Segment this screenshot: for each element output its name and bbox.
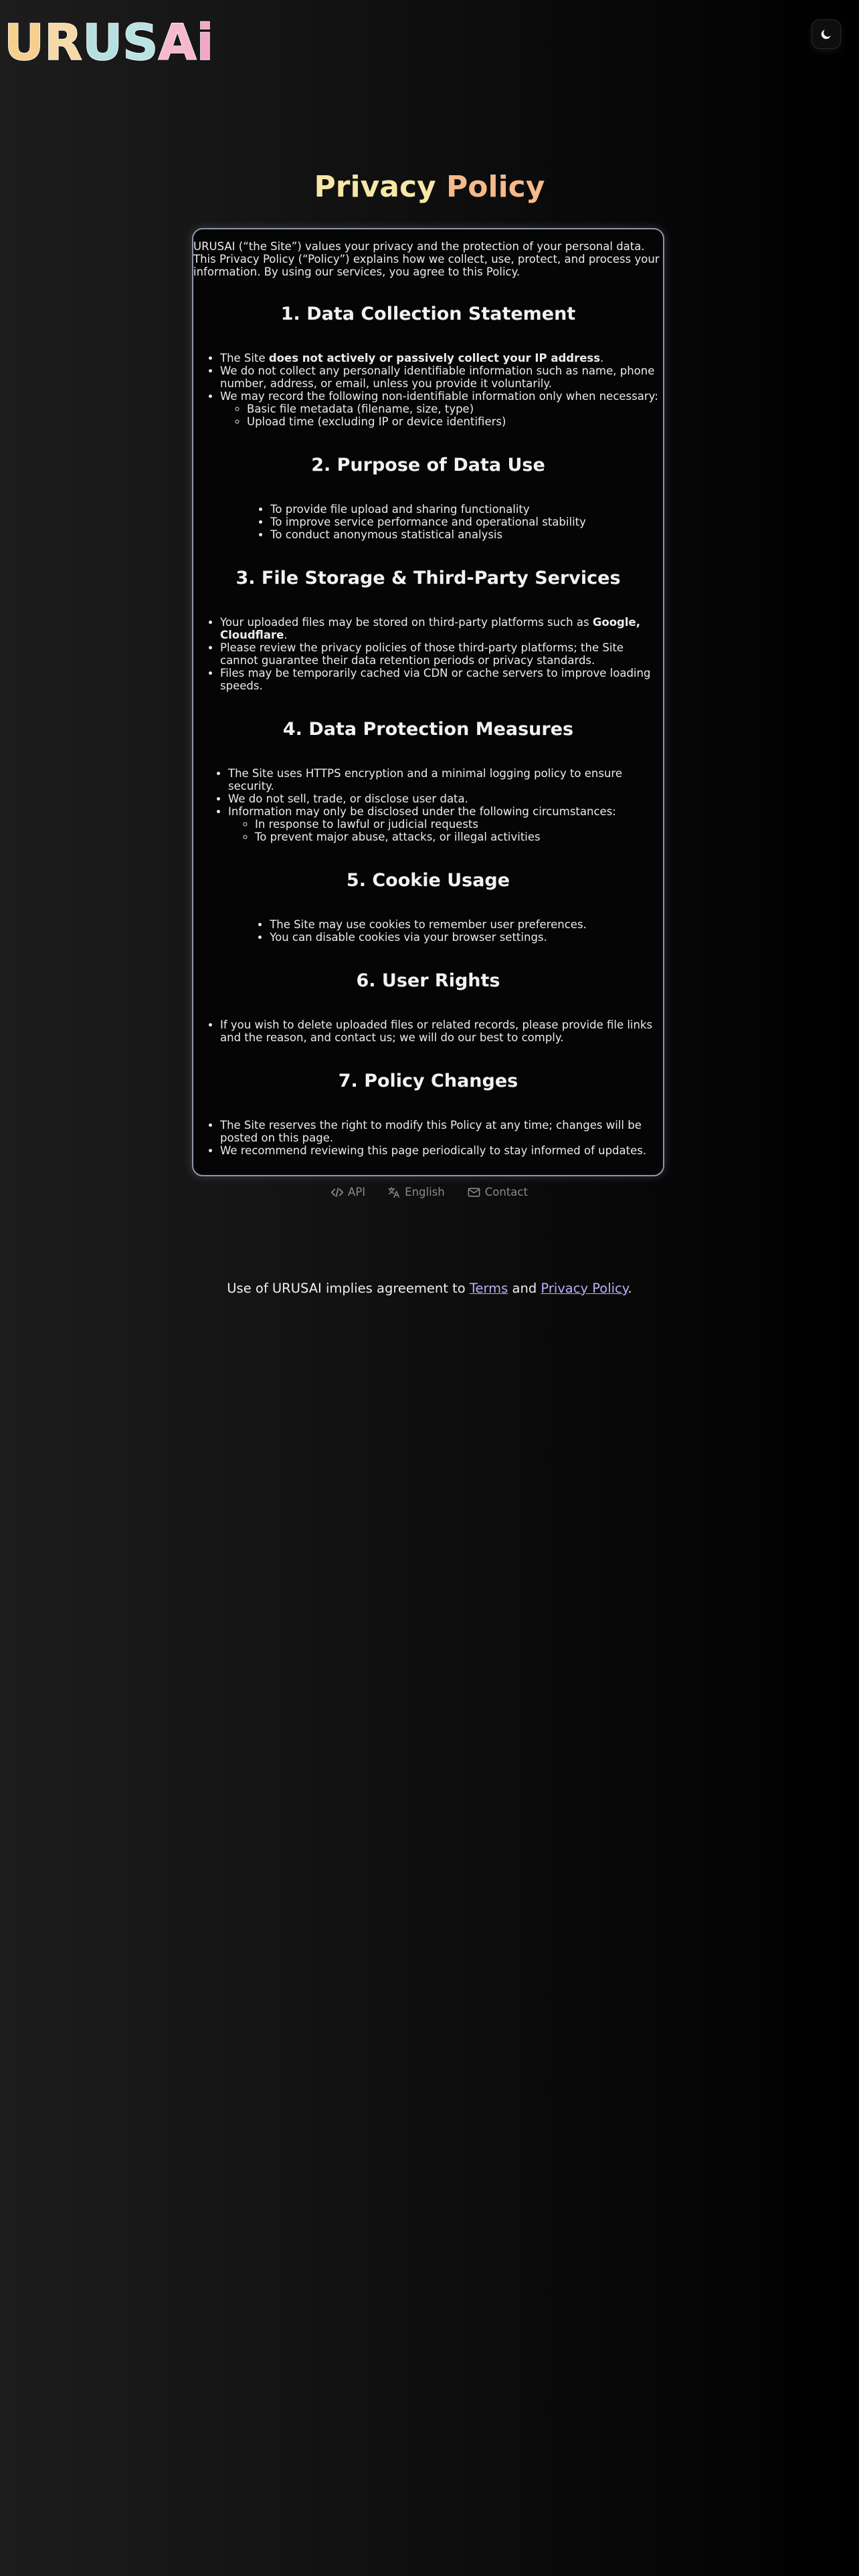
user-rights-list: [193, 1018, 663, 1044]
section-heading-protection: 4. Data Protection Measures: [282, 719, 574, 740]
list-item-text: We may record the following non-identifiable information only when necessary:: [220, 390, 658, 403]
list-item: • To provide file upload and sharing functionality: [270, 503, 586, 516]
list-item-text: Information may only be disclosed under the following circumstances:: [228, 805, 616, 818]
list-item-text: The Site: [220, 352, 269, 364]
cookie-list-wrapper: [193, 918, 663, 944]
list-item: • To conduct anonymous statistical analysis: [270, 528, 586, 541]
list-item-text: .: [600, 352, 604, 364]
language-label: English: [405, 1186, 445, 1198]
logo-letter: U: [82, 14, 123, 72]
terms-link[interactable]: Terms: [469, 1281, 508, 1296]
list-item: [228, 805, 663, 843]
translate-icon: [388, 1187, 400, 1198]
sub-list: [228, 818, 663, 843]
section-heading-user-rights: 6. User Rights: [356, 970, 500, 991]
theme-toggle-button[interactable]: [812, 19, 841, 49]
sub-list-item: ◦ To prevent major abuse, attacks, or illegal activities: [255, 831, 663, 843]
section-heading-storage: 3. File Storage & Third-Party Services: [235, 568, 621, 588]
logo-letter: R: [44, 14, 83, 72]
list-item: • We recommend reviewing this page periodically to stay informed of updates.: [220, 1144, 663, 1157]
list-item-emphasis: Google, Cloudflare: [220, 616, 640, 641]
policy-intro: URUSAI (“the Site”) values your privacy and the protection of your personal data. This Privacy Policy (“Policy”) explains how we collect, use, protect, and process your information. By using our services, you agree to this Policy.: [193, 240, 660, 278]
contact-link-label: Contact: [484, 1186, 528, 1198]
storage-list: [193, 616, 663, 692]
list-item-text: Your uploaded files may be stored on third-party platforms such as: [220, 616, 593, 629]
logo-letter: S: [122, 14, 159, 72]
agreement-text: .: [628, 1281, 632, 1296]
page-title-part-2: Policy: [446, 170, 545, 204]
sub-list-item: ◦ In response to lawful or judicial requests: [255, 818, 663, 831]
cookie-list: [270, 918, 587, 944]
moon-icon: [820, 27, 833, 41]
section-heading-policy-changes: 7. Policy Changes: [338, 1071, 518, 1091]
logo-letter: i: [196, 14, 214, 72]
section-heading-purpose: 2. Purpose of Data Use: [311, 455, 545, 475]
agreement-text: Use of URUSAI implies agreement to: [227, 1281, 470, 1296]
list-item: • We do not collect any personally identifiable information such as name, phone number, address, or email, unless you provide it voluntarily.: [220, 364, 663, 390]
list-item: • The Site reserves the right to modify this Policy at any time; changes will be posted on this page.: [220, 1119, 663, 1144]
list-item: • Please review the privacy policies of those third-party platforms; the Site cannot guarantee their data retention periods or privacy standards.: [220, 641, 663, 667]
sub-list-item: ◦ Basic file metadata (filename, size, type): [247, 403, 663, 415]
site-logo[interactable]: [4, 16, 213, 70]
list-item-emphasis: does not actively or passively collect your IP address: [268, 352, 601, 364]
list-item: • We do not sell, trade, or disclose user data.: [228, 792, 663, 805]
api-link[interactable]: [331, 1185, 365, 1200]
contact-link[interactable]: [468, 1185, 528, 1200]
list-item: [220, 616, 663, 641]
data-collection-list: [193, 352, 663, 428]
list-item: [220, 390, 663, 428]
policy-card: [192, 228, 664, 1176]
logo-letter: U: [4, 14, 45, 72]
list-item: • You can disable cookies via your browser settings.: [270, 931, 587, 944]
footer-links: [0, 1185, 859, 1200]
purpose-list-wrapper: [193, 503, 663, 541]
api-link-label: API: [348, 1186, 366, 1198]
agreement-notice: [0, 1280, 859, 1297]
mail-icon: [468, 1188, 480, 1197]
list-item: • If you wish to delete uploaded files or related records, please provide file links and the reason, and contact us; we will do our best to comply.: [220, 1018, 663, 1044]
section-heading-data-collection: 1. Data Collection Statement: [280, 304, 576, 324]
list-item-text: .: [284, 629, 288, 641]
list-item: • To improve service performance and operational stability: [270, 516, 586, 528]
sub-list-item: ◦ Upload time (excluding IP or device identifiers): [247, 415, 663, 428]
page-title: [0, 167, 859, 207]
list-item: • The Site uses HTTPS encryption and a minimal logging policy to ensure security.: [228, 767, 663, 792]
logo-letter: A: [158, 14, 197, 72]
section-heading-cookies: 5. Cookie Usage: [346, 870, 510, 891]
code-icon: [331, 1188, 343, 1197]
protection-list: [193, 767, 663, 843]
policy-changes-list: [193, 1119, 663, 1157]
sub-list: [220, 403, 663, 428]
list-item: • Files may be temporarily cached via CDN or cache servers to improve loading speeds.: [220, 667, 663, 692]
language-selector[interactable]: [388, 1185, 445, 1200]
list-item: [220, 352, 663, 364]
privacy-policy-link[interactable]: Privacy Policy: [541, 1281, 628, 1296]
agreement-text: and: [508, 1281, 541, 1296]
purpose-list: [270, 503, 586, 541]
list-item: • The Site may use cookies to remember user preferences.: [270, 918, 587, 931]
page-title-part-1: Privacy: [314, 170, 447, 204]
